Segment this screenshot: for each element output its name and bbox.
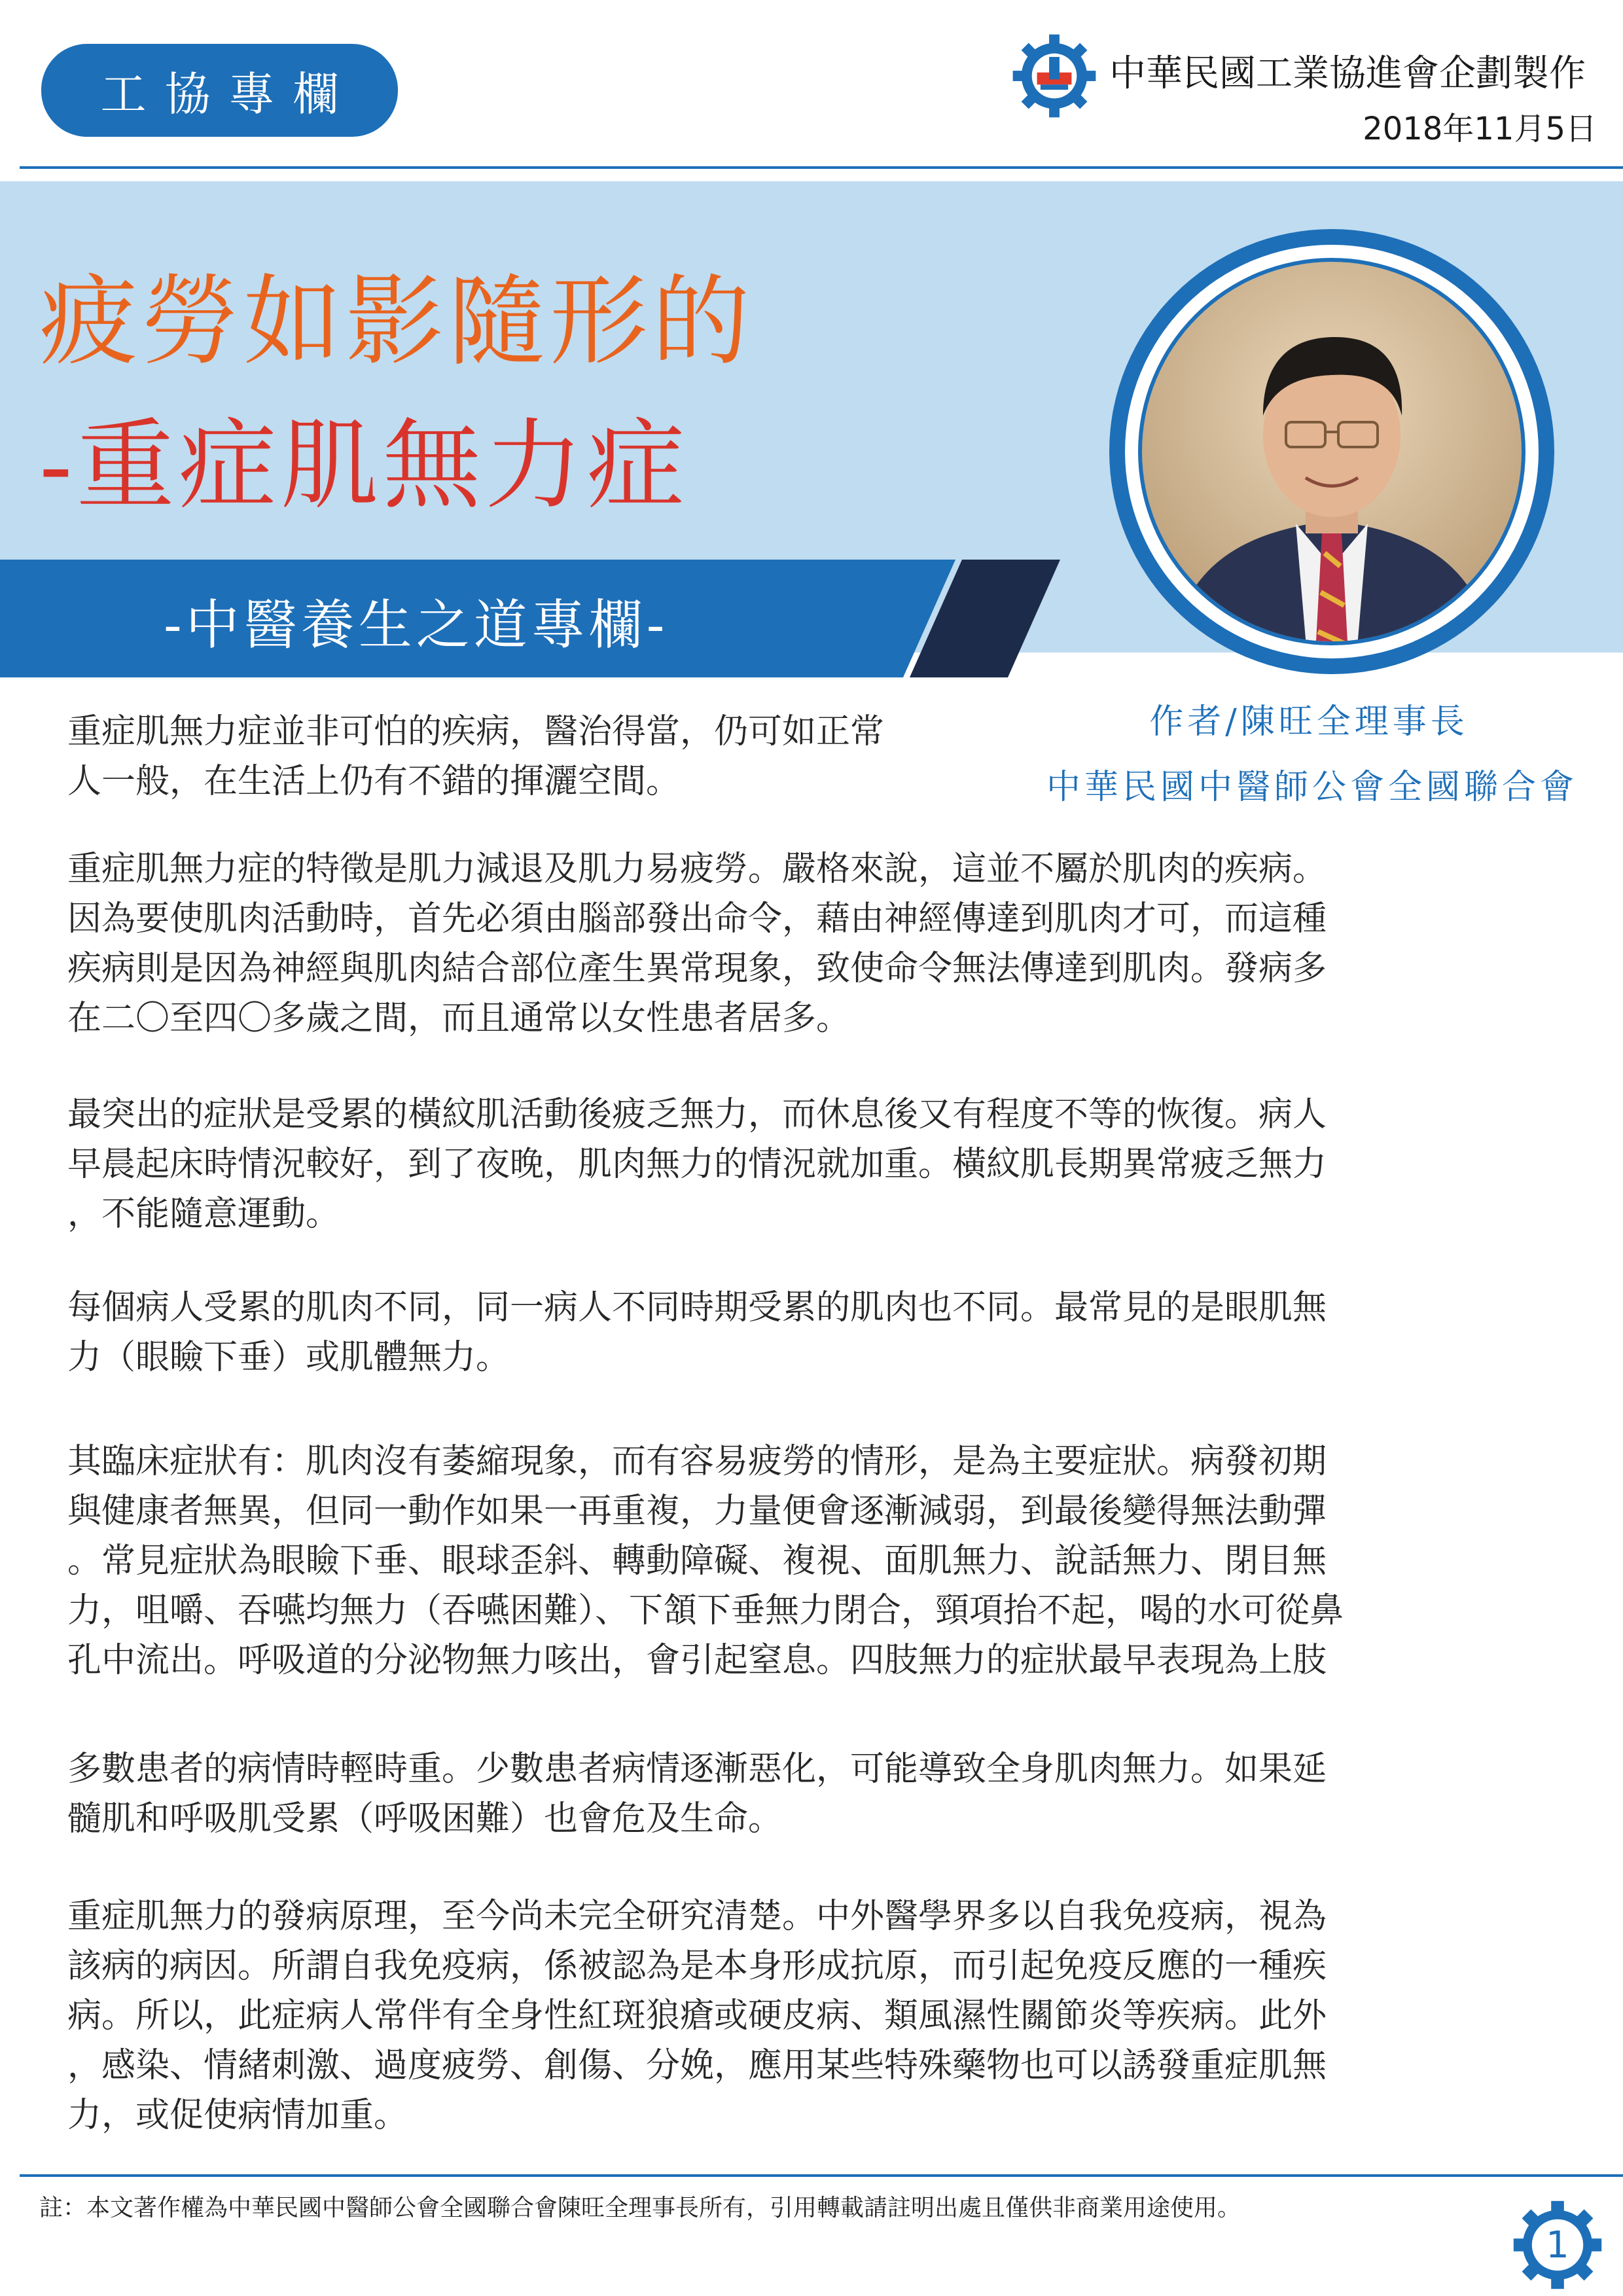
paragraph-line: 重症肌無力的發病原理，至今尚未完全研究清楚。中外醫學界多以自我免疫病，視為 xyxy=(67,1897,1327,1936)
paragraph-intro xyxy=(67,707,884,806)
paragraph-affected-muscles xyxy=(67,1283,1327,1382)
paragraph-line: 病。所以，此症病人常伴有全身性紅斑狼瘡或硬皮病、類風濕性關節炎等疾病。此外 xyxy=(67,1996,1327,2036)
column-badge: 工協專欄 xyxy=(41,44,398,137)
author-role: 作者/陳旺全理事長 xyxy=(1149,702,1469,742)
header-divider xyxy=(20,166,1623,169)
paragraph-line: 力（眼瞼下垂）或肌體無力。 xyxy=(67,1338,510,1377)
page-number: 1 xyxy=(1546,2223,1569,2267)
author-portrait xyxy=(1106,226,1558,677)
paragraph-line: 力，咀嚼、吞嚥均無力（吞嚥困難）、下頷下垂無力閉合，頸項抬不起，喝的水可從鼻 xyxy=(67,1591,1344,1630)
paragraph-line: 重症肌無力症並非可怕的疾病，醫治得當，仍可如正常 xyxy=(67,712,885,751)
paragraph-line: 因為要使肌肉活動時，首先必須由腦部發出命令，藉由神經傳達到肌肉才可，而這種 xyxy=(67,899,1327,939)
paragraph-definition xyxy=(67,844,1327,1043)
title-line-1: 疲勞如影隨形的 xyxy=(39,265,755,379)
paragraph-line: 髓肌和呼吸肌受累（呼吸困難）也會危及生命。 xyxy=(67,1799,783,1839)
footer-divider xyxy=(20,2174,1623,2177)
paragraph-line: 其臨床症狀有：肌肉沒有萎縮現象，而有容易疲勞的情形，是為主要症狀。病發初期 xyxy=(67,1442,1327,1481)
paragraph-line: 在二〇至四〇多歲之間，而且通常以女性患者居多。 xyxy=(67,999,851,1038)
publish-date: 2018年11月5日 xyxy=(1363,111,1597,147)
paragraph-line: 與健康者無異，但同一動作如果一再重複，力量便會逐漸減弱，到最後變得無法動彈 xyxy=(67,1492,1327,1531)
org-name: 中華民國工業協進會企劃製作 xyxy=(1109,52,1586,95)
paragraph-clinical-symptoms xyxy=(67,1437,1344,1685)
paragraph-line: 每個病人受累的肌肉不同，同一病人不同時期受累的肌肉也不同。最常見的是眼肌無 xyxy=(67,1288,1327,1327)
subtitle: -中醫養生之道專欄- xyxy=(164,594,669,656)
paragraph-line: ，不能隨意運動。 xyxy=(67,1194,340,1234)
paragraph-line: ，感染、情緒刺激、過度疲勞、創傷、分娩，應用某些特殊藥物也可以誘發重症肌無 xyxy=(67,2046,1327,2085)
paragraph-line: 最突出的症狀是受累的橫紋肌活動後疲乏無力，而休息後又有程度不等的恢復。病人 xyxy=(67,1095,1327,1134)
paragraph-line: 。常見症狀為眼瞼下垂、眼球歪斜、轉動障礙、複視、面肌無力、說話無力、閉目無 xyxy=(67,1541,1327,1581)
paragraph-line: 該病的病因。所謂自我免疫病，係被認為是本身形成抗原，而引起免疫反應的一種疾 xyxy=(67,1946,1327,1986)
paragraph-line: 孔中流出。呼吸道的分泌物無力咳出，會引起窒息。四肢無力的症狀最早表現為上肢 xyxy=(67,1641,1327,1680)
paragraph-line: 人一般，在生活上仍有不錯的揮灑空間。 xyxy=(67,762,681,801)
paragraph-line: 重症肌無力症的特徵是肌力減退及肌力易疲勞。嚴格來說，這並不屬於肌肉的疾病。 xyxy=(67,850,1327,889)
paragraph-line: 多數患者的病情時輕時重。少數患者病情逐漸惡化，可能導致全身肌肉無力。如果延 xyxy=(67,1749,1327,1789)
copyright-note: 註：本文著作權為中華民國中醫師公會全國聯合會陳旺全理事長所有，引用轉載請註明出處且僅供非商業用途使用。 xyxy=(39,2195,1241,2221)
paragraph-pathogenesis xyxy=(67,1892,1327,2140)
paragraph-main-symptom xyxy=(67,1090,1327,1239)
paragraph-line: 疾病則是因為神經與肌肉結合部位產生異常現象，致使命令無法傳達到肌肉。發病多 xyxy=(67,949,1327,988)
paragraph-progression xyxy=(67,1744,1327,1844)
author-org: 中華民國中醫師公會全國聯合會 xyxy=(1046,768,1578,807)
paragraph-line: 早晨起床時情況較好，到了夜晚，肌肉無力的情況就加重。橫紋肌長期異常疲乏無力 xyxy=(67,1145,1327,1184)
title-line-2: -重症肌無力症 xyxy=(39,409,689,523)
paragraph-line: 力，或促使病情加重。 xyxy=(67,2096,408,2135)
